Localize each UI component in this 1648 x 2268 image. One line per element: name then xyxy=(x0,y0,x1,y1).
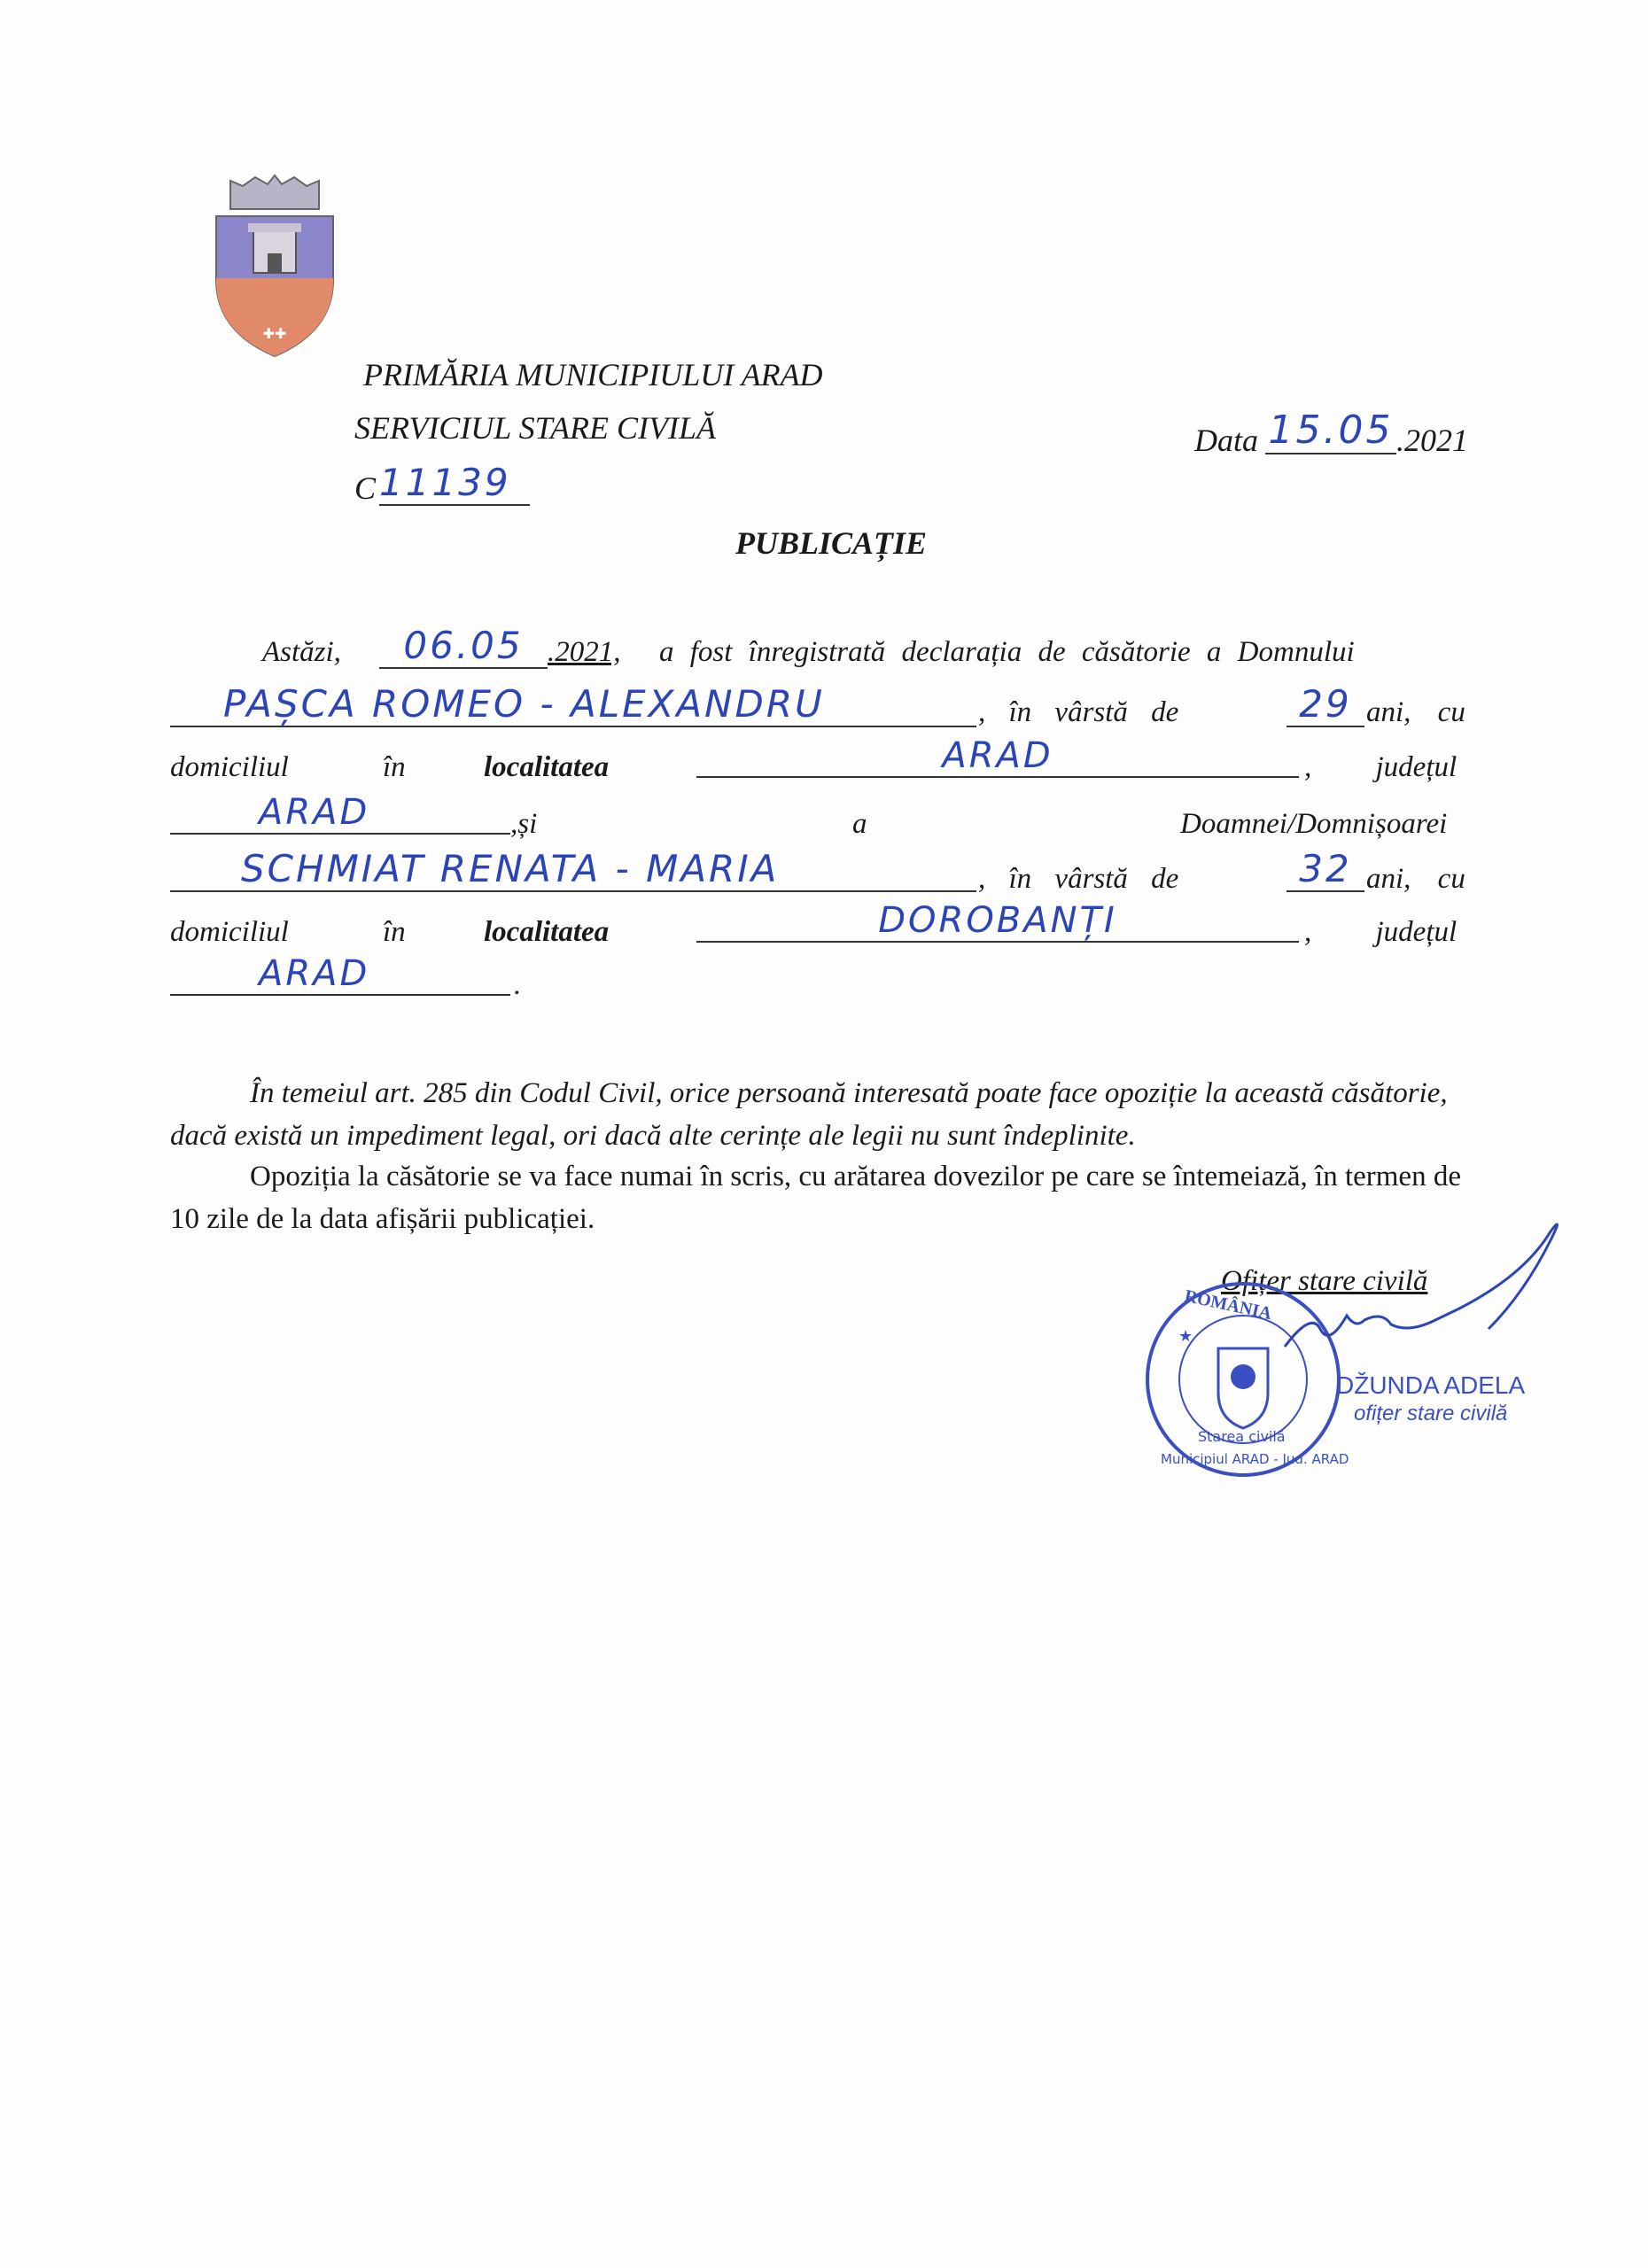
bride-county-label: , județul xyxy=(1304,916,1458,948)
seal-text-top: ROMÂNIA xyxy=(1182,1285,1274,1324)
domicile-label: domiciliul xyxy=(170,751,289,783)
svg-text:✚✚: ✚✚ xyxy=(262,327,287,342)
bride-age: 32 xyxy=(1287,847,1364,892)
date-handwritten: 15.05 xyxy=(1265,408,1396,454)
seal-text-ring: Municipiul ARAD - Jud. ARAD xyxy=(1161,1451,1349,1467)
legal-paragraph-2-text: Opoziția la căsătorie se va face numai în scris, cu arătarea dovezilor pe care se întemeiază, în termen de 10 zile de la data afișării publicației. xyxy=(170,1161,1461,1235)
ref-prefix: C xyxy=(354,470,377,506)
date-label: Data xyxy=(1194,423,1258,458)
groom-age-post: ani, cu xyxy=(1366,696,1465,728)
groom-locality: ARAD xyxy=(696,735,1299,778)
officer-name: DŽUNDA ADELA xyxy=(1336,1371,1526,1399)
declaration-date: 06.05 xyxy=(379,624,548,669)
bride-in-label: în xyxy=(383,916,406,948)
institution-name: PRIMĂRIA MUNICIPIULUI ARAD xyxy=(363,357,823,392)
svg-text:★: ★ xyxy=(1178,1327,1193,1345)
bride-age-post: ani, cu xyxy=(1366,863,1465,895)
date-year: .2021 xyxy=(1396,423,1468,458)
seal-text-inner: Starea civilă xyxy=(1198,1428,1286,1445)
groom-county: ARAD xyxy=(170,792,510,835)
groom-name: PAȘCA ROMEO - ALEXANDRU xyxy=(170,682,976,727)
intro-label: Astăzi, xyxy=(262,636,341,668)
bride-county: ARAD xyxy=(170,953,510,996)
coat-of-arms-logo xyxy=(211,174,338,360)
legal-paragraph-1 xyxy=(170,1072,1473,1157)
service-name: SERVICIUL STARE CIVILĂ xyxy=(354,410,716,446)
and-label: ,și xyxy=(510,808,538,840)
declaration-year: .2021, xyxy=(548,636,621,668)
bride-domicile-label: domiciliul xyxy=(170,916,289,948)
bride-name: SCHMIAT RENATA - MARIA xyxy=(170,847,976,892)
final-period: . xyxy=(514,969,522,1001)
legal-paragraph-1-text: În temeiul art. 285 din Codul Civil, orice persoană interesată poate face opoziție la această căsătorie, dacă există un impediment legal, ori dacă alte cerințe ale legii nu sunt îndeplinite. xyxy=(170,1077,1448,1152)
officer-role: ofițer stare civilă xyxy=(1354,1402,1508,1425)
locality-label: localitatea xyxy=(484,751,610,783)
a-label: a xyxy=(852,808,867,840)
groom-age: 29 xyxy=(1287,682,1364,727)
signature-label: Ofițer stare civilă xyxy=(1221,1265,1428,1297)
bride-age-label: , în vârstă de xyxy=(978,863,1179,895)
document-title: PUBLICAȚIE xyxy=(735,525,928,561)
declaration-intro-text: a fost înregistrată declarația de căsătorie a Domnului xyxy=(659,636,1355,668)
county-label: , județul xyxy=(1304,751,1458,783)
ref-number: 11139 xyxy=(379,461,530,506)
in-label: în xyxy=(383,751,406,783)
groom-age-label: , în vârstă de xyxy=(978,696,1179,728)
bride-locality: DOROBANȚI xyxy=(696,900,1299,943)
bride-locality-label: localitatea xyxy=(484,916,610,948)
lady-label: Doamnei/Domnișoarei xyxy=(1180,808,1448,840)
handwritten-signature xyxy=(1258,1214,1586,1373)
